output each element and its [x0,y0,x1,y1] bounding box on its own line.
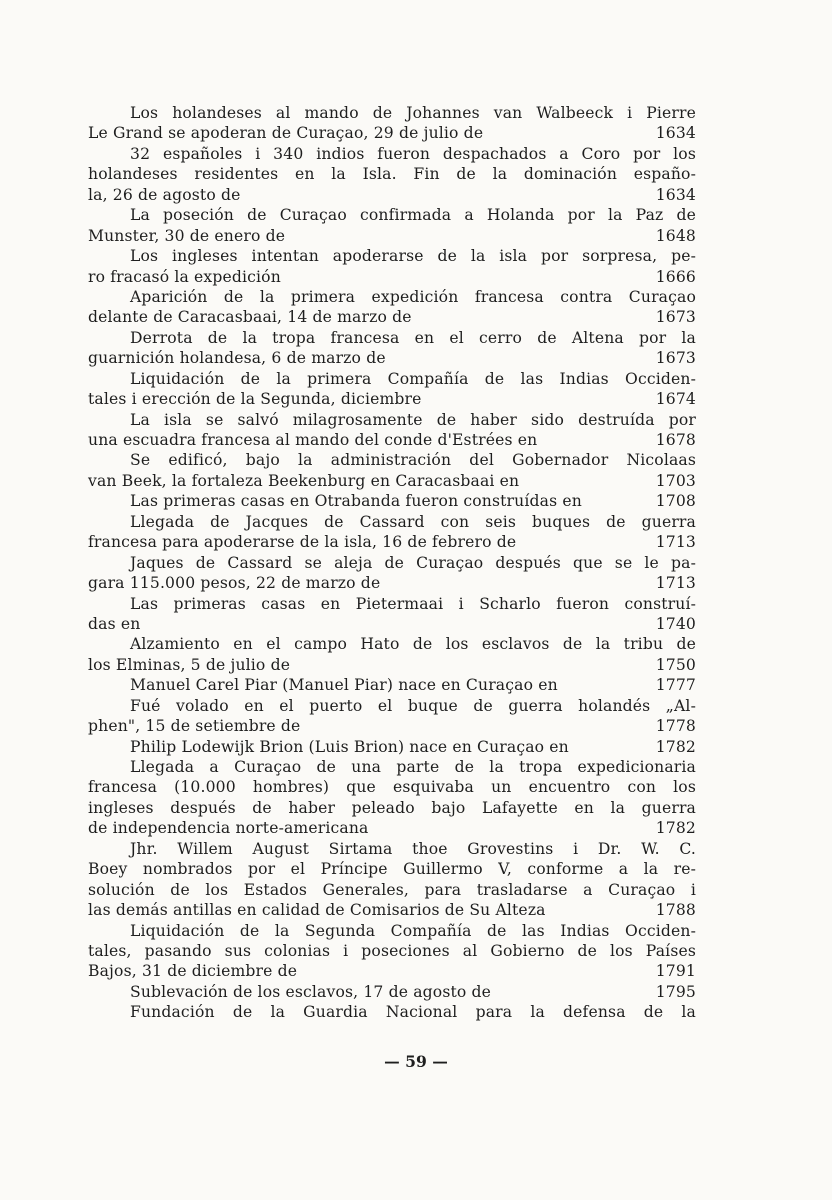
entry-text: 32 españoles i 340 indios fueron despachados a Coro por los [130,144,696,163]
entry-line [88,921,696,941]
page-number: — 59 — [384,1052,448,1071]
entry-line [88,471,696,491]
entry-year: 1750 [655,655,696,674]
chronology-entry [88,737,696,757]
entry-text: Jaques de Cassard se aleja de Curaçao después que se le pa- [130,553,696,572]
entry-line [88,1002,696,1022]
entry-line [88,798,696,818]
chronology-entry [88,675,696,695]
entry-text: Manuel Carel Piar (Manuel Piar) nace en Curaçao en [130,676,558,695]
entry-year: 1634 [655,185,696,204]
entry-text: Sublevación de los esclavos, 17 de agosto de [130,982,492,1001]
entry-text: Jhr. Willem August Sirtama thoe Grovestins i Dr. W. C. [130,839,696,858]
entry-text: tales, pasando sus colonias i poseciones al Gobierno de los Países [88,941,696,960]
entry-line [88,389,696,409]
entry-line [88,512,696,532]
entry-text: van Beek, la fortaleza Beekenburg en Caracasbaai en [88,471,520,490]
entry-year: 1782 [655,819,696,838]
entry-year: 1634 [655,124,696,143]
chronology-entry [88,410,696,451]
chronology-entry [88,512,696,553]
entry-text: una escuadra francesa al mando del conde d'Estrées en [88,431,538,449]
entry-year: 1703 [655,471,696,490]
entry-line [88,348,696,368]
entry-line [88,675,696,695]
entry-line [88,287,696,307]
entry-text: Munster, 30 de enero de [88,226,286,245]
entry-text: Aparición de la primera expedición francesa contra Curaçao [130,287,696,306]
entry-text: Fué volado en el puerto el buque de guerra holandés „Al- [130,696,696,715]
entry-line [88,532,696,552]
entry-line [88,553,696,573]
entry-line [88,164,696,184]
chronology-entry [88,757,696,839]
entry-line [88,573,696,593]
entry-text: las demás antillas en calidad de Comisarios de Su Alteza [88,901,546,920]
entry-year: 1666 [655,267,696,286]
entry-year: 1673 [655,349,696,368]
chronology-entry [88,553,696,594]
entry-text: la, 26 de agosto de [88,185,241,204]
entry-year: 1777 [655,676,696,695]
entry-line [88,103,696,123]
entry-line [88,900,696,920]
entry-text: Liquidación de la primera Compañía de las Indias Occiden- [130,369,696,388]
entry-line [88,410,696,430]
entry-text: Le Grand se apoderan de Curaçao, 29 de julio de [88,124,484,143]
entry-line [88,144,696,164]
entry-line [88,982,696,1002]
entry-text: La isla se salvó milagrosamente de haber sido destruída por [130,410,696,429]
entry-line [88,594,696,614]
entry-text: ingleses después de haber peleado bajo Lafayette en la guerra [88,798,696,817]
chronology-entry [88,328,696,369]
entry-line [88,450,696,470]
chronology-entry [88,921,696,982]
entry-line [88,267,696,287]
entry-year: 1778 [655,717,696,736]
entry-text: La poseción de Curaçao confirmada a Holanda por la Paz de [130,206,696,225]
entry-line [88,246,696,266]
entry-text: Se edificó, bajo la administración del Gobernador Nicolaas [130,451,696,470]
entry-line [88,205,696,225]
chronology-entry [88,634,696,675]
entry-line [88,491,696,511]
entry-text: Derrota de la tropa francesa en el cerro de Altena por la [130,328,696,347]
chronology-entry [88,450,696,491]
chronology-entry [88,982,696,1002]
entry-text: de independencia norte-americana [88,819,369,838]
entry-line [88,961,696,981]
entry-line [88,696,696,716]
entry-line [88,859,696,879]
entry-year: 1791 [655,962,696,981]
entry-text: francesa (10.000 hombres) que esquivaba un encuentro con los [88,778,696,797]
entry-text: gara 115.000 pesos, 22 de marzo de [88,574,381,593]
entry-year: 1673 [655,308,696,327]
entry-line [88,737,696,757]
entry-text: tales i erección de la Segunda, diciembre [88,390,422,409]
entry-text: Llegada de Jacques de Cassard con seis buques de guerra [130,512,696,531]
entry-text: Boey nombrados por el Príncipe Guillermo V, conforme a la re- [88,860,696,879]
entry-line [88,655,696,675]
entry-line [88,614,696,634]
entry-line [88,430,696,450]
entry-text: ro fracasó la expedición [88,267,281,286]
entry-year: 1713 [655,574,696,593]
entry-line [88,839,696,859]
entry-text: francesa para apoderarse de la isla, 16 de febrero de [88,533,517,552]
entry-line [88,185,696,205]
entry-text: Philip Lodewijk Brion (Luis Brion) nace en Curaçao en [130,737,569,756]
entry-line [88,328,696,348]
chronology-entry [88,369,696,410]
entry-text: das en [88,614,141,633]
entry-text: solución de los Estados Generales, para trasladarse a Curaçao i [88,880,696,899]
chronology-entry [88,696,696,737]
entry-line [88,777,696,797]
entry-text: los Elminas, 5 de julio de [88,655,291,674]
chronology-entry [88,839,696,921]
chronology-entry [88,594,696,635]
entry-year: 1740 [655,614,696,633]
entry-text: delante de Caracasbaai, 14 de marzo de [88,308,412,327]
entry-text: Los ingleses intentan apoderarse de la isla por sorpresa, pe- [130,247,696,266]
entry-line [88,226,696,246]
entry-year: 1648 [655,226,696,245]
chronology-entry [88,103,696,144]
entry-line [88,369,696,389]
entry-year: 1713 [655,533,696,552]
entry-text: Liquidación de la Segunda Compañía de las Indias Occiden- [130,921,696,940]
chronology-entry [88,144,696,205]
entry-text: Llegada a Curaçao de una parte de la tropa expedicionaria [130,758,696,776]
entry-line [88,941,696,961]
entry-text: Los holandeses al mando de Johannes van Walbeeck i Pierre [130,104,696,122]
entry-line [88,818,696,838]
entry-year: 1795 [655,982,696,1001]
chronology-entry [88,491,696,511]
chronology-list [88,103,696,1023]
entry-line [88,123,696,143]
entry-text: holandeses residentes en la Isla. Fin de la dominación españo- [88,165,696,184]
entry-line [88,307,696,327]
entry-year: 1674 [655,390,696,409]
entry-text: Fundación de la Guardia Nacional para la defensa de la [130,1003,696,1022]
entry-line [88,757,696,777]
entry-line [88,634,696,654]
entry-text: Las primeras casas en Pietermaai i Scharlo fueron construí- [130,594,696,613]
entry-year: 1708 [655,492,696,511]
entry-text: phen", 15 de setiembre de [88,717,301,736]
entry-text: guarnición holandesa, 6 de marzo de [88,349,386,368]
chronology-entry [88,287,696,328]
chronology-entry [88,246,696,287]
entry-year: 1782 [655,737,696,756]
entry-text: Bajos, 31 de diciembre de [88,962,298,981]
entry-line [88,716,696,736]
chronology-entry [88,1002,696,1022]
entry-text: Alzamiento en el campo Hato de los esclavos de la tribu de [130,635,696,654]
chronology-entry [88,205,696,246]
entry-text: Las primeras casas en Otrabanda fueron construídas en [130,492,582,511]
entry-year: 1788 [655,901,696,920]
entry-line [88,880,696,900]
entry-year: 1678 [655,431,696,449]
